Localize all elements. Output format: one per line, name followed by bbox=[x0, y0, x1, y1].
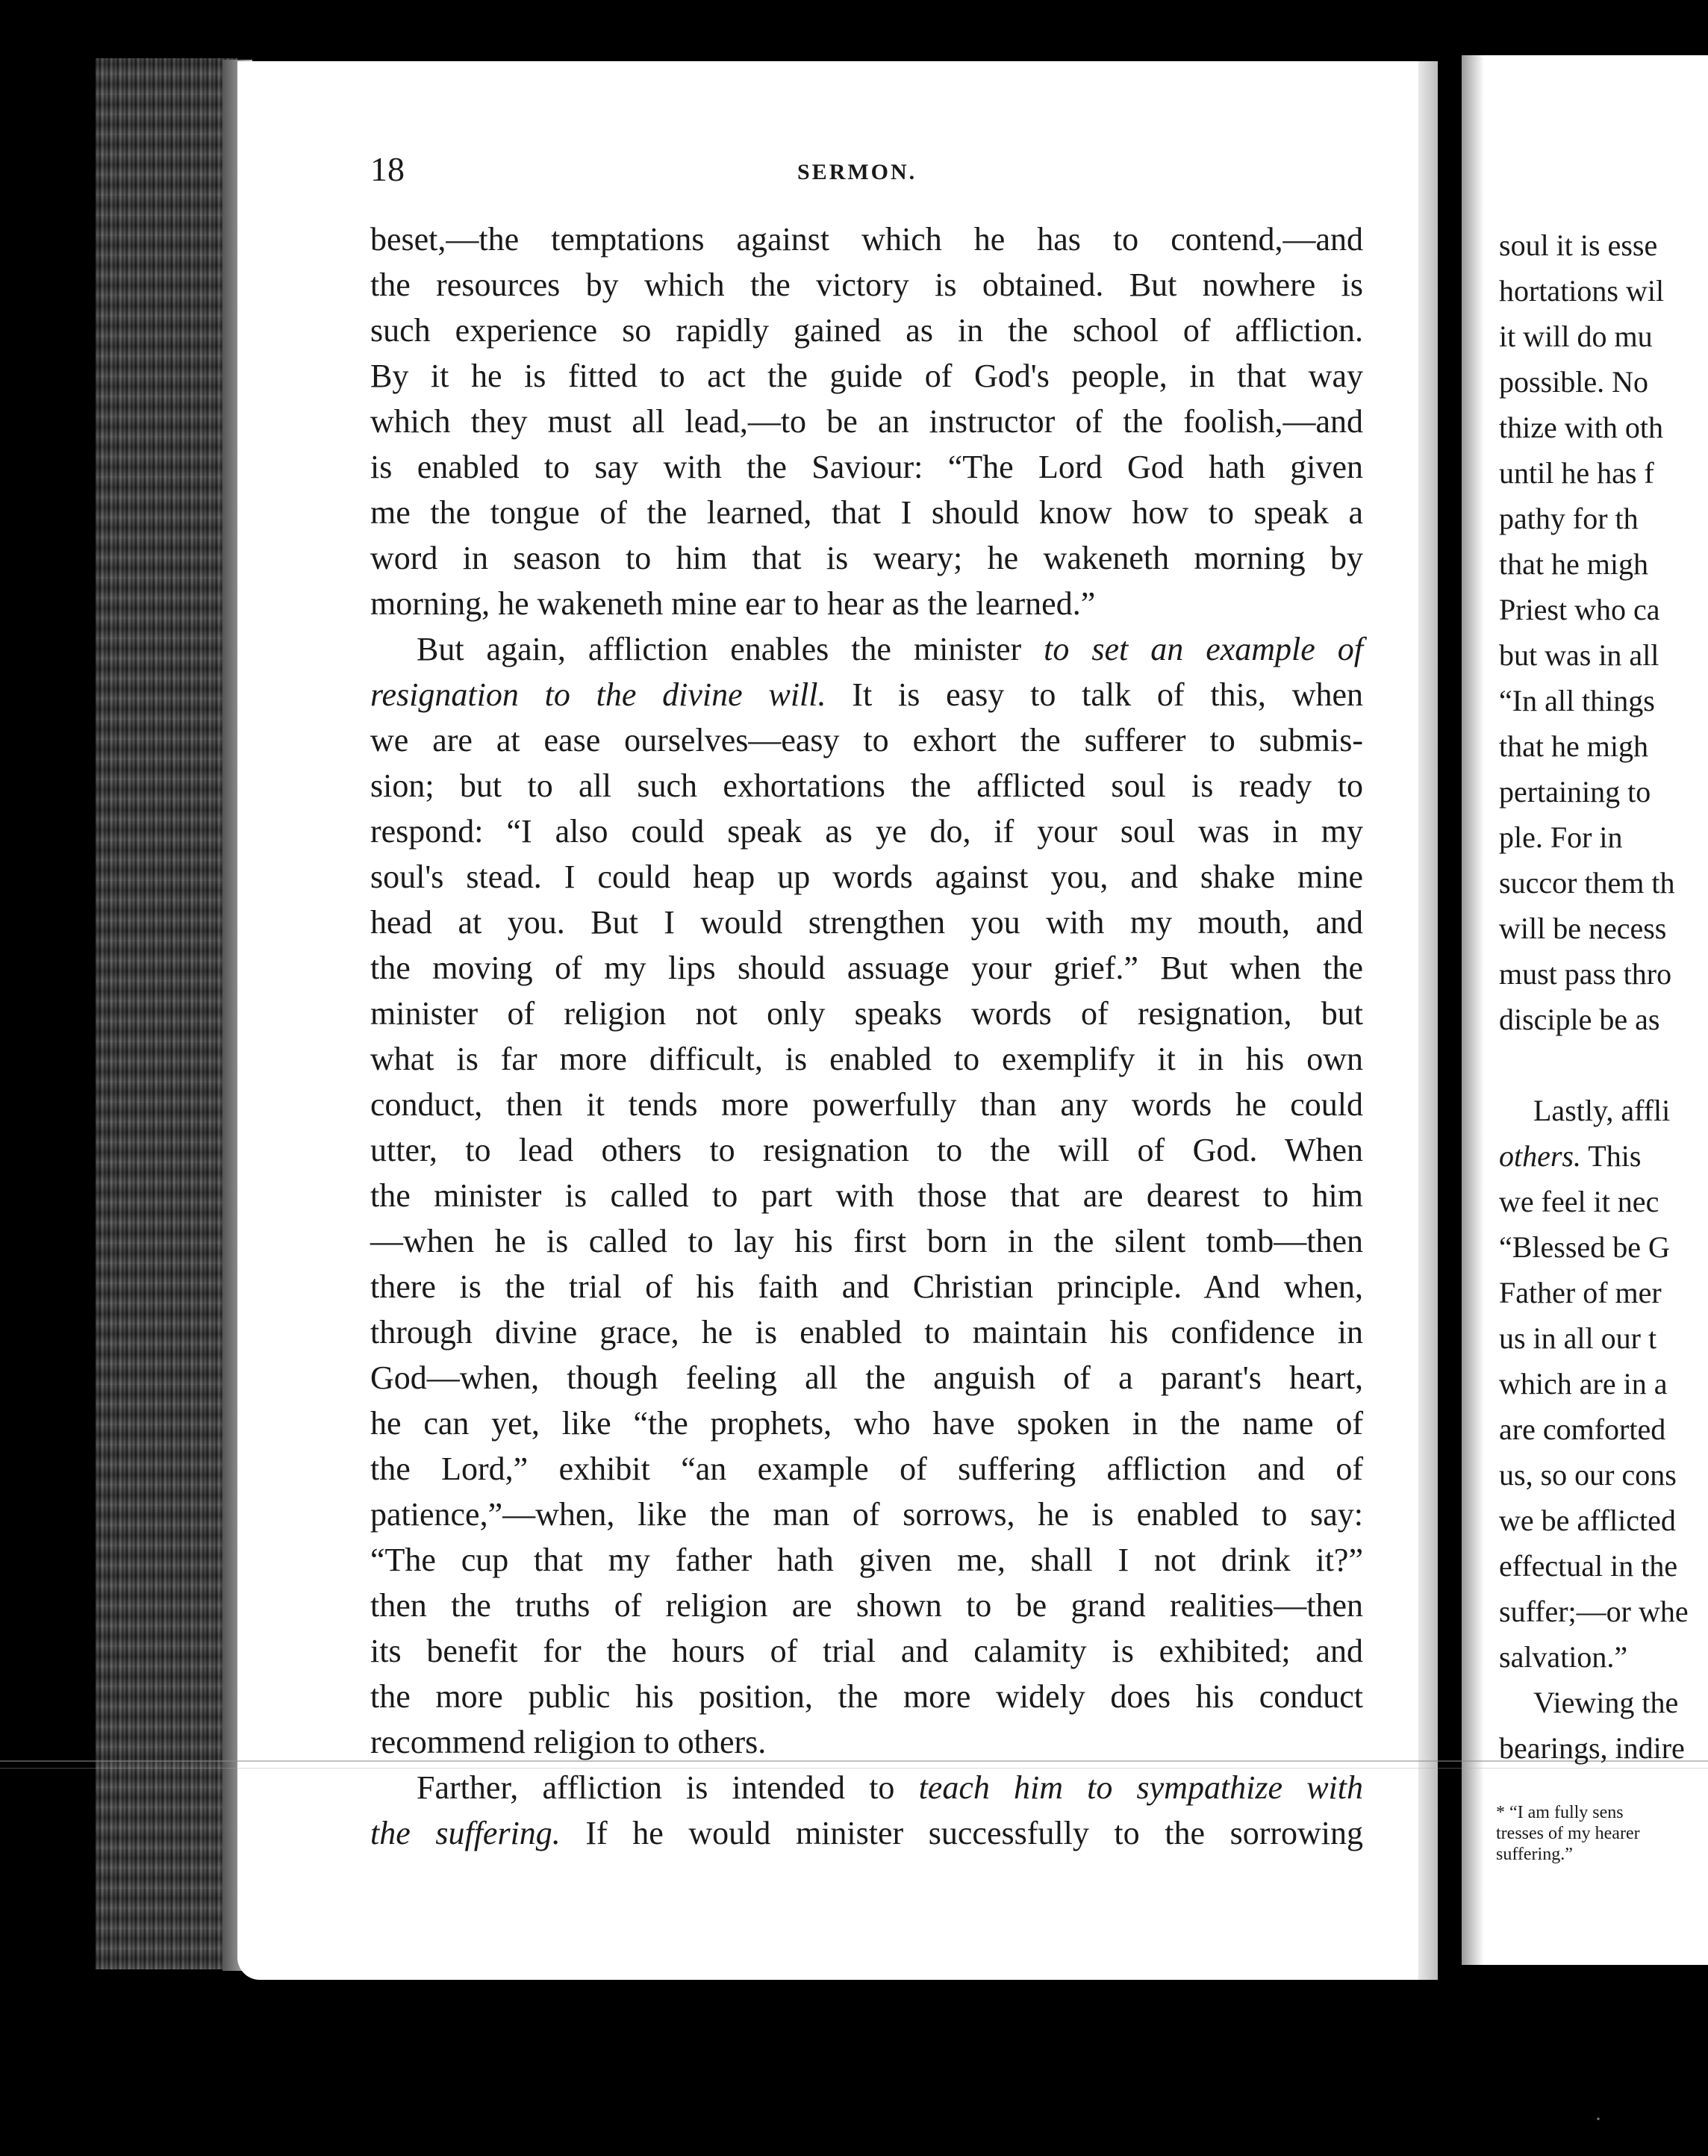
text-line: By it he is fitted to act the guide of God's people, in that way bbox=[370, 358, 1363, 394]
text-line: morning, he wakeneth mine ear to hear as the learned.” bbox=[370, 585, 1096, 622]
text-line: soul's stead. I could heap up words against you, and shake mine bbox=[370, 859, 1363, 895]
running-head: SERMON. bbox=[797, 160, 917, 184]
text-line: But again, affliction enables the minister to set an example of bbox=[417, 631, 1363, 667]
text-line: which they must all lead,—to be an instructor of the foolish,—and bbox=[370, 403, 1363, 440]
text-line: its benefit for the hours of trial and calamity is exhibited; and bbox=[370, 1633, 1363, 1669]
text-line: us, so our cons bbox=[1499, 1458, 1677, 1492]
text-line: is enabled to say with the Saviour: “The Lord God hath given bbox=[370, 449, 1363, 485]
text-line: disciple be as bbox=[1499, 1003, 1660, 1036]
text-line: thize with oth bbox=[1499, 411, 1663, 444]
text-line: me the tongue of the learned, that I should know how to speak a bbox=[370, 494, 1363, 531]
text-line: salvation.” bbox=[1499, 1640, 1628, 1674]
text-line: hortations wil bbox=[1499, 274, 1665, 308]
text-line: conduct, then it tends more powerfully than any words he could bbox=[370, 1086, 1363, 1123]
text-line: Farther, affliction is intended to teach him to sympathize with bbox=[417, 1769, 1363, 1806]
text-line: will be necess bbox=[1499, 912, 1667, 945]
text-line: it will do mu bbox=[1499, 320, 1653, 353]
text-line: that he migh bbox=[1499, 547, 1648, 581]
text-line bbox=[1499, 1042, 1708, 1088]
text-line: patience,”—when, like the man of sorrows, he is enabled to say: bbox=[370, 1496, 1363, 1533]
text-line: soul it is esse bbox=[1499, 228, 1658, 262]
text-line: through divine grace, he is enabled to maintain his confidence in bbox=[370, 1314, 1363, 1350]
text-line: we feel it nec bbox=[1499, 1185, 1659, 1218]
book-spine-edge bbox=[96, 58, 237, 1969]
text-line: us in all our t bbox=[1499, 1321, 1657, 1355]
text-line: possible. No bbox=[1499, 365, 1648, 399]
text-line: such experience so rapidly gained as in the school of affliction. bbox=[370, 312, 1363, 349]
text-line: beset,—the temptations against which he has to contend,—and bbox=[370, 221, 1363, 258]
page-gap bbox=[1438, 45, 1462, 2016]
text-line: minister of religion not only speaks words of resignation, but bbox=[370, 995, 1363, 1032]
text-line: succor them th bbox=[1499, 866, 1675, 900]
text-line: Lastly, affli bbox=[1533, 1094, 1671, 1127]
scan-speck: · bbox=[1595, 2107, 1602, 2131]
right-page-footnote bbox=[1496, 1802, 1708, 1865]
text-line: —when he is called to lay his first born in the silent tomb—then bbox=[370, 1223, 1363, 1259]
text-line: there is the trial of his faith and Christian principle. And when, bbox=[370, 1268, 1363, 1305]
text-line: the more public his position, the more widely does his conduct bbox=[370, 1678, 1363, 1715]
text-line: the minister is called to part with those that are dearest to him bbox=[370, 1177, 1363, 1214]
left-page-body bbox=[370, 216, 1363, 1856]
text-line: the Lord,” exhibit “an example of suffering affliction and of bbox=[370, 1451, 1363, 1487]
text-line: then the truths of religion are shown to be grand realities—then bbox=[370, 1587, 1363, 1624]
text-line: pertaining to bbox=[1499, 775, 1651, 808]
text-line: he can yet, like “the prophets, who have spoken in the name of bbox=[370, 1405, 1363, 1442]
text-line: pathy for th bbox=[1499, 502, 1639, 535]
text-line: suffer;—or whe bbox=[1499, 1595, 1689, 1628]
gutter-shadow bbox=[1418, 61, 1438, 1980]
page-number: 18 bbox=[370, 150, 405, 188]
right-page-body bbox=[1499, 222, 1708, 1771]
text-line: Priest who ca bbox=[1499, 593, 1660, 626]
text-line: until he has f bbox=[1499, 456, 1654, 490]
text-line: recommend religion to others. bbox=[370, 1724, 767, 1760]
text-line: head at you. But I would strengthen you with my mouth, and bbox=[370, 904, 1363, 941]
text-line: the suffering. If he would minister successfully to the sorrowing bbox=[370, 1815, 1363, 1851]
footnote-line: * “I am fully sens bbox=[1496, 1803, 1624, 1822]
text-line: the moving of my lips should assuage your grief.” But when the bbox=[370, 950, 1363, 986]
text-line: “The cup that my father hath given me, shall I not drink it?” bbox=[370, 1542, 1363, 1578]
text-line: Father of mer bbox=[1499, 1276, 1662, 1309]
text-line: “In all things bbox=[1499, 684, 1655, 717]
text-line: “Blessed be G bbox=[1499, 1230, 1670, 1264]
text-line: bearings, indire bbox=[1499, 1731, 1685, 1765]
footnote-line: tresses of my hearer bbox=[1496, 1824, 1640, 1843]
text-line: word in season to him that is weary; he wakeneth morning by bbox=[370, 540, 1363, 576]
text-line: but was in all bbox=[1499, 638, 1659, 672]
text-line: others. This bbox=[1499, 1139, 1642, 1173]
text-line: we be afflicted bbox=[1499, 1504, 1676, 1537]
text-line: the resources by which the victory is obtained. But nowhere is bbox=[370, 267, 1363, 303]
footnote-line: suffering.” bbox=[1496, 1845, 1573, 1864]
text-line: must pass thro bbox=[1499, 957, 1672, 991]
text-line: God—when, though feeling all the anguish of a parant's heart, bbox=[370, 1359, 1363, 1396]
text-line: Viewing the bbox=[1533, 1686, 1679, 1719]
text-line: resignation to the divine will. It is easy to talk of this, when bbox=[370, 676, 1364, 713]
text-line: utter, to lead others to resignation to the will of God. When bbox=[370, 1132, 1363, 1168]
text-line: are comforted bbox=[1499, 1412, 1666, 1446]
text-line: sion; but to all such exhortations the afflicted soul is ready to bbox=[370, 767, 1363, 804]
text-line: we are at ease ourselves—easy to exhort the sufferer to submis- bbox=[370, 722, 1363, 758]
text-line: that he migh bbox=[1499, 729, 1648, 763]
text-line: effectual in the bbox=[1499, 1549, 1678, 1583]
text-line: which are in a bbox=[1499, 1367, 1668, 1401]
text-line: what is far more difficult, is enabled to exemplify it in his own bbox=[370, 1041, 1363, 1077]
text-line: ple. For in bbox=[1499, 820, 1623, 854]
text-line: respond: “I also could speak as ye do, if your soul was in my bbox=[370, 813, 1363, 850]
